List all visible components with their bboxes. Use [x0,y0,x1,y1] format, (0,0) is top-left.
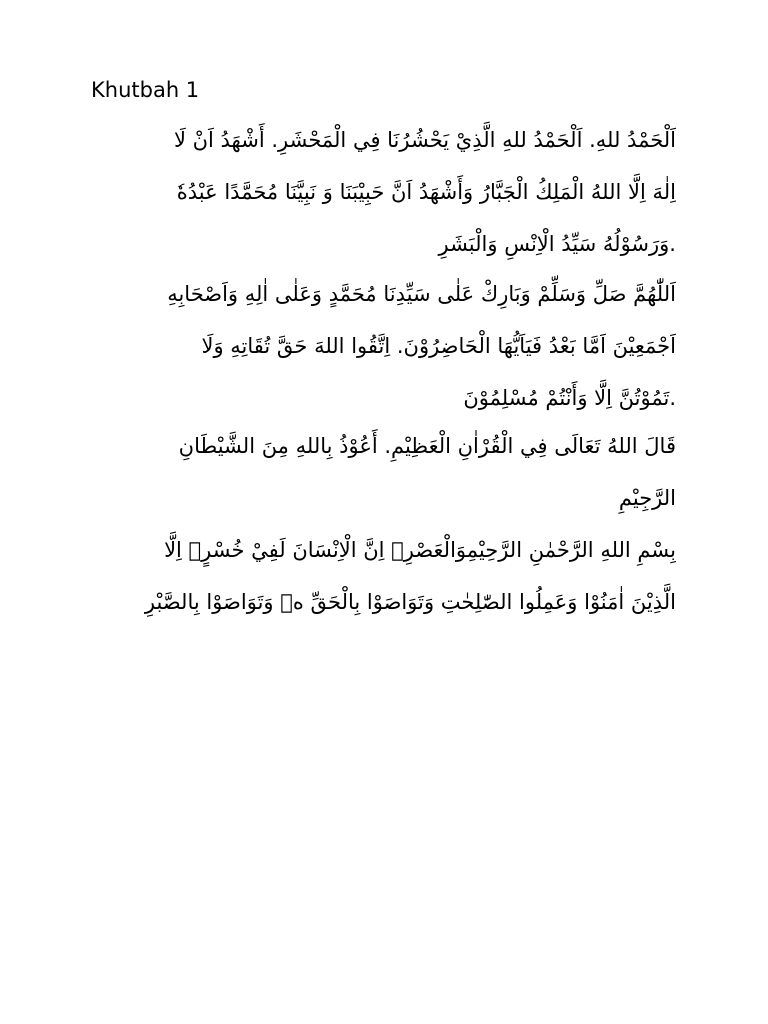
paragraph-taawudh [88,420,676,524]
text-line: اَللّٰهُمَّ صَلِّ وَسَلِّمْ وَبَارِكْ عَلٰى سَيِّدِنَا مُحَمَّدٍ وَعَلٰى اٰلِهِ وَاَصْحَابِهِ [167,282,676,306]
text-line: الرَّجِيْمِ [618,486,676,510]
paragraph-opening-praise [88,114,676,270]
text-line: قَالَ اللهُ تَعَالَى فِي الْقُرْاٰنِ الْعَظِيْمِ. أَعُوْذُ بِاللهِ مِنَ الشَّيْطَانِ [178,434,676,458]
text-line: اِلٰهَ اِلَّا اللهُ الْمَلِكُ الْجَبَّارُ وَأَشْهَدُ اَنَّ حَبِيْبَنَا وَ نَبِيَّنَا مُحَمَّدًا عَبْدُهٗ [176,180,676,204]
paragraph-surah-al-asr [88,524,676,628]
text-line: .تَمُوْتُنَّ اِلَّا وَأَنْتُمْ مُسْلِمُوْنَ [463,386,676,410]
text-line: الَّذِيْنَ اٰمَنُوْا وَعَمِلُوا الصّٰلِحٰتِ وَتَوَاصَوْا بِالْحَقِّ ەۙ وَتَوَاصَوْا بِالصَّبْرِ [144,590,676,614]
paragraph-salawat [88,268,676,424]
text-line: .وَرَسُوْلُهُ سَيِّدُ الْاِنْسِ وَالْبَشَرِ [438,232,676,256]
document-heading: Khutbah 1 [91,78,200,102]
text-line: اَجْمَعِيْنَ اَمَّا بَعْدُ فَيَاَيُّهَا الْحَاضِرُوْنَ. اِتَّقُوا اللهَ حَقَّ تُقَاتِهِ وَلَا [201,334,676,358]
text-line: اَلْحَمْدُ للهِ. اَلْحَمْدُ للهِ الَّذِيْ يَحْشُرُنَا فِي الْمَحْشَرِ. أَشْهَدُ اَنْ لَا [173,128,676,152]
text-line: بِسْمِ اللهِ الرَّحْمٰنِ الرَّحِيْمِوَالْعَصْرِۙ اِنَّ الْاِنْسَانَ لَفِيْ خُسْرٍۙ اِلَّا [164,538,676,562]
